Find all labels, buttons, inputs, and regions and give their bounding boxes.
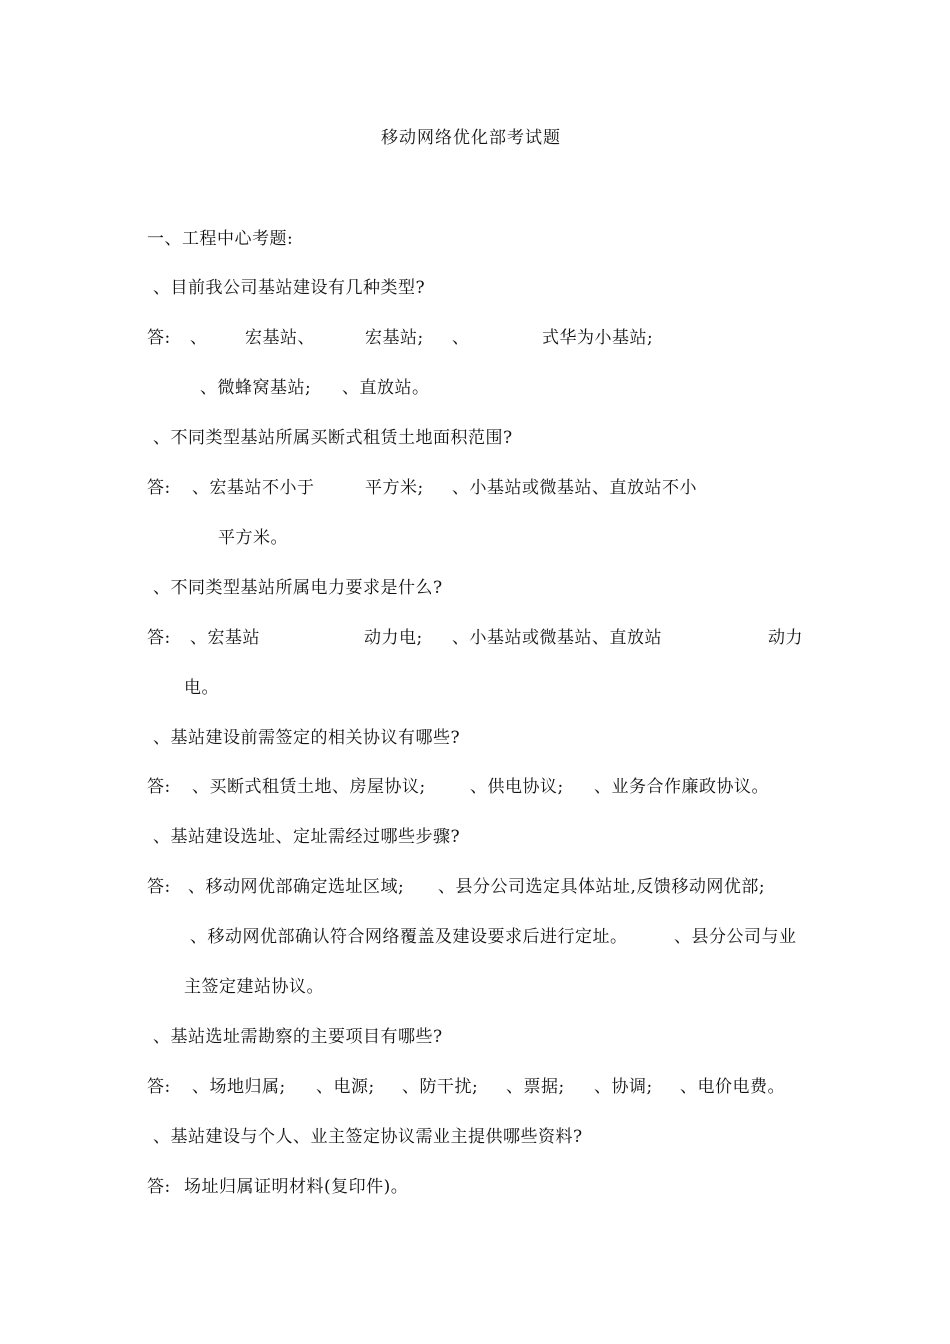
answer-text: 、直放站。 (342, 378, 430, 398)
answer-text: 、业务合作廉政协议。 (594, 777, 769, 797)
answer-text: 电。 (184, 678, 219, 698)
answer-label: 答: (147, 1077, 171, 1097)
answer-text: 主签定建站协议。 (184, 977, 324, 997)
answer-text: 、电源; (316, 1077, 375, 1097)
question-4: 、基站建设前需签定的相关协议有哪些? (153, 728, 461, 748)
answer-text: 、微蜂窝基站; (200, 378, 312, 398)
section-heading: 一、工程中心考题: (147, 229, 294, 249)
answer-text: 、移动网优部确定选址区域; (188, 877, 405, 897)
answer-text: 动力电; (364, 628, 423, 648)
answer-text: 、电价电费。 (680, 1077, 785, 1097)
answer-text: 平方米。 (218, 528, 288, 548)
answer-text: 平方米; (365, 478, 424, 498)
answer-text: 、协调; (594, 1077, 653, 1097)
answer-label: 答: (147, 877, 171, 897)
question-5: 、基站建设选址、定址需经过哪些步骤? (153, 827, 461, 847)
answer-text: 场址归属证明材料(复印件)。 (184, 1177, 409, 1197)
answer-label: 答: (147, 777, 171, 797)
answer-text: 、移动网优部确认符合网络覆盖及建设要求后进行定址。 (190, 927, 628, 947)
answer-text: 、供电协议; (470, 777, 564, 797)
answer-text: 、防干扰; (402, 1077, 479, 1097)
answer-label: 答: (147, 1177, 171, 1197)
question-2: 、不同类型基站所属买断式租赁土地面积范围? (153, 428, 513, 448)
answer-text: 、票据; (506, 1077, 565, 1097)
page-title: 移动网络优化部考试题 (381, 128, 561, 148)
question-6: 、基站选址需勘察的主要项目有哪些? (153, 1027, 443, 1047)
answer-label: 答: (147, 628, 171, 648)
answer-text: 动力 (768, 628, 803, 648)
answer-text: 宏基站; (365, 328, 424, 348)
answer-label: 答: (147, 328, 171, 348)
answer-text: 、买断式租赁土地、房屋协议; (192, 777, 426, 797)
question-3: 、不同类型基站所属电力要求是什么? (153, 578, 443, 598)
answer-text: 、 (190, 328, 208, 348)
answer-text: 式华为小基站; (542, 328, 654, 348)
question-7: 、基站建设与个人、业主签定协议需业主提供哪些资料? (153, 1127, 583, 1147)
answer-text: 、宏基站 (190, 628, 260, 648)
answer-text: 、场地归属; (192, 1077, 286, 1097)
answer-text: 、县分公司与业 (674, 927, 797, 947)
answer-text: 、县分公司选定具体站址,反馈移动网优部; (438, 877, 766, 897)
answer-text: 、宏基站不小于 (192, 478, 315, 498)
question-1: 、目前我公司基站建设有几种类型? (153, 278, 426, 298)
answer-text: 、小基站或微基站、直放站不小 (452, 478, 697, 498)
answer-label: 答: (147, 478, 171, 498)
answer-text: 、 (452, 328, 470, 348)
answer-text: 宏基站、 (245, 328, 315, 348)
answer-text: 、小基站或微基站、直放站 (452, 628, 662, 648)
